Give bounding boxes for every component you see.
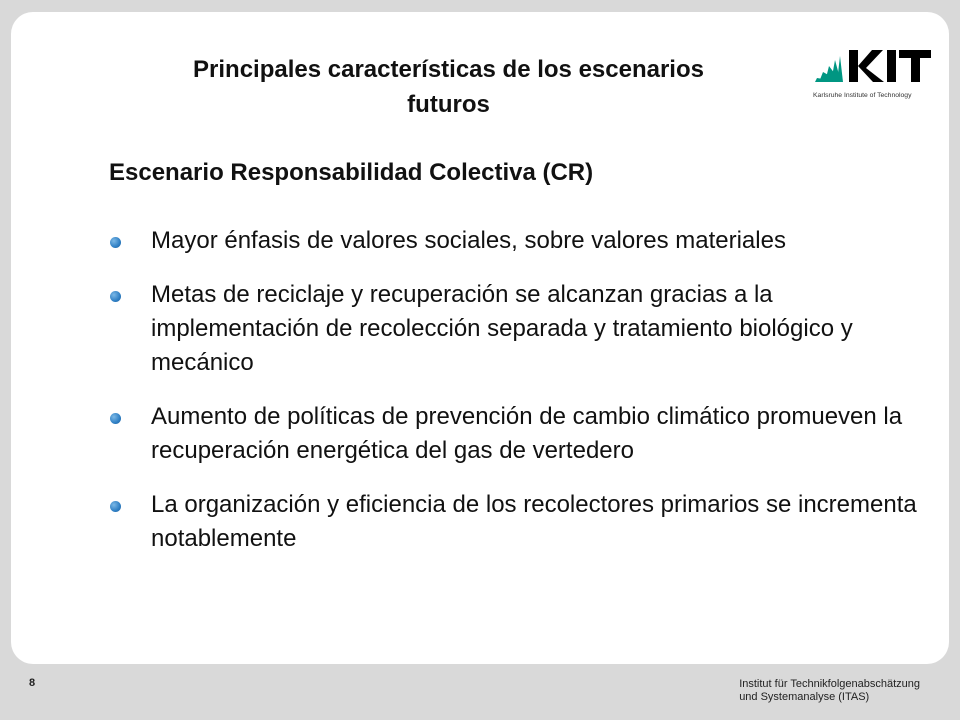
bullet-list bbox=[103, 224, 933, 576]
bullet-icon bbox=[110, 413, 121, 424]
bullet-icon bbox=[110, 501, 121, 512]
bullet-text: Aumento de políticas de prevención de cambio climático promueven la recuperación energética del gas de vertedero bbox=[151, 403, 903, 464]
slide-subtitle: Escenario Responsabilidad Colectiva (CR) bbox=[109, 159, 594, 186]
bullet-item bbox=[103, 278, 933, 380]
bullet-text: Metas de reciclaje y recuperación se alcanzan gracias a la implementación de recolección separada y tratamiento biológico y mecánico bbox=[151, 281, 853, 376]
bullet-icon bbox=[110, 237, 121, 248]
bullet-item bbox=[103, 400, 933, 468]
bullet-text: La organización y eficiencia de los recolectores primarios se incrementa notablemente bbox=[151, 491, 917, 552]
institute-footer bbox=[739, 678, 920, 704]
kit-logo-icon bbox=[813, 42, 941, 90]
institute-line-1: Institut für Technikfolgenabschätzung bbox=[739, 678, 920, 690]
logo-caption: Karlsruhe Institute of Technology bbox=[813, 92, 912, 99]
bullet-icon bbox=[110, 291, 121, 302]
institute-line-2: und Systemanalyse (ITAS) bbox=[739, 691, 870, 703]
kit-logo bbox=[813, 42, 941, 110]
slide bbox=[11, 12, 949, 664]
bullet-item bbox=[103, 224, 933, 258]
page-number: 8 bbox=[29, 677, 36, 689]
slide-title: Principales características de los escenarios futuros bbox=[193, 56, 704, 118]
bullet-text: Mayor énfasis de valores sociales, sobre valores materiales bbox=[151, 227, 786, 254]
bullet-item bbox=[103, 488, 933, 556]
